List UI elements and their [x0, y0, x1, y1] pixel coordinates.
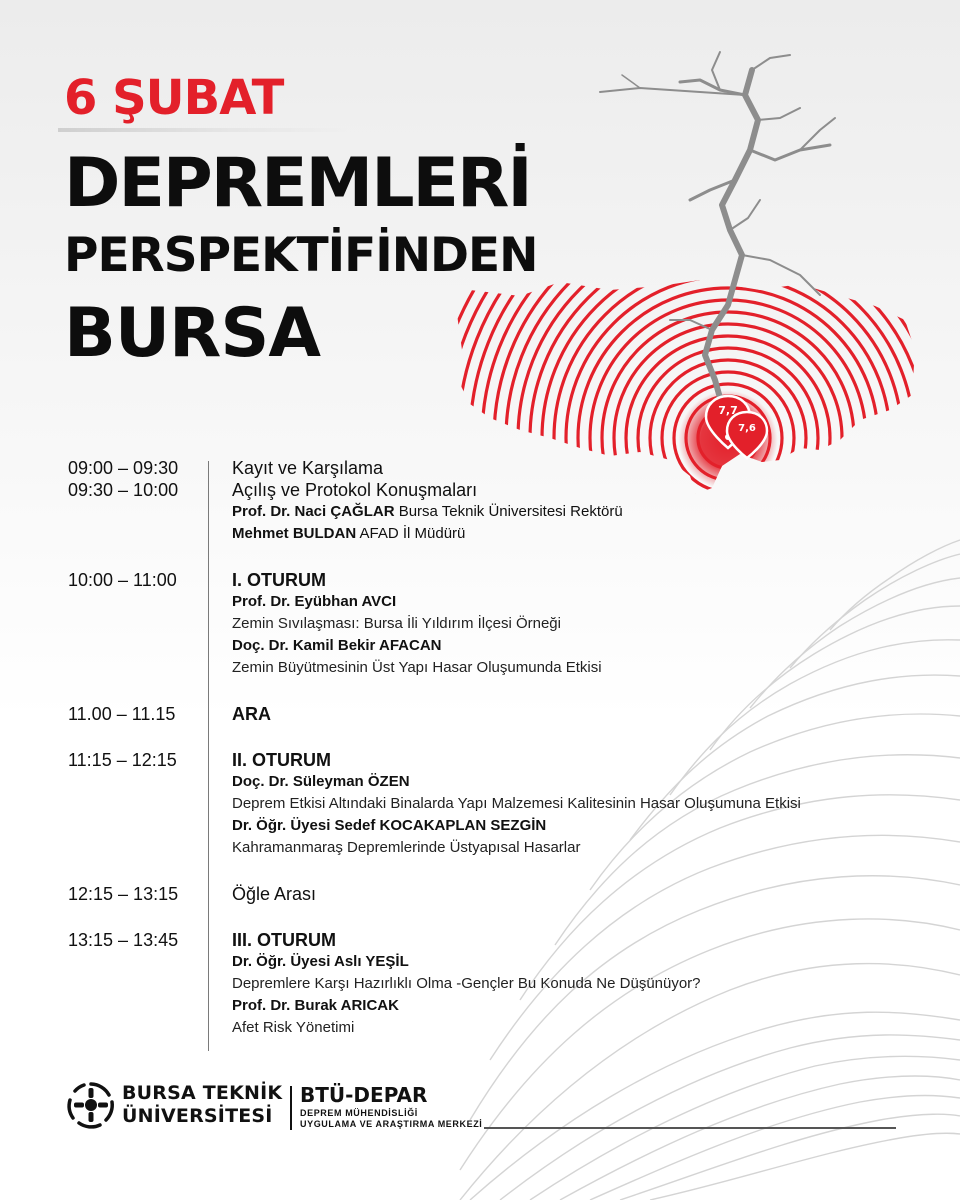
schedule-body	[232, 883, 316, 905]
talk-topic: Depremlere Karşı Hazırlıklı Olma -Gençler Bu Konuda Ne Düşünüyor?	[232, 975, 701, 992]
title-line-3: BURSA	[64, 294, 321, 373]
title-line-1: DEPREMLERİ	[64, 144, 531, 223]
heading-underline	[58, 128, 348, 132]
schedule-item: Kayıt ve Karşılama	[232, 458, 384, 478]
schedule-row	[68, 883, 928, 905]
schedule-row	[68, 749, 928, 859]
schedule-body	[232, 569, 602, 679]
speaker-line	[232, 815, 801, 837]
footer-rule	[484, 1127, 896, 1129]
speaker-name: Dr. Öğr. Üyesi Sedef KOCAKAPLAN SEZGİN	[232, 817, 547, 834]
university-name: BURSA TEKNİK ÜNİVERSİTESİ	[122, 1082, 283, 1127]
schedule-body	[232, 749, 801, 859]
schedule-row	[68, 703, 928, 725]
session-title: I. OTURUM	[232, 570, 326, 590]
talk-topic: Deprem Etkisi Altındaki Binalarda Yapı Malzemesi Kalitesinin Hasar Oluşumuna Etkisi	[232, 795, 801, 812]
center-name: BTÜ-DEPAR	[300, 1083, 428, 1107]
speaker-line	[232, 951, 701, 973]
speaker-name: Prof. Dr. Naci ÇAĞLAR	[232, 503, 395, 520]
speaker-line	[232, 995, 701, 1017]
schedule-time: 10:00 – 11:00	[68, 570, 177, 590]
magnitude-label-7-6: 7,6	[738, 423, 756, 434]
session-title: III. OTURUM	[232, 930, 336, 950]
speaker-name: Prof. Dr. Burak ARICAK	[232, 997, 399, 1014]
schedule-body	[232, 929, 701, 1039]
schedule-body	[232, 479, 623, 545]
speaker-line	[232, 523, 623, 545]
schedule	[68, 457, 928, 1039]
schedule-item: Açılış ve Protokol Konuşmaları	[232, 480, 478, 500]
speaker-line	[232, 501, 623, 523]
date-heading: 6 ŞUBAT	[64, 70, 284, 126]
speaker-line	[232, 635, 602, 657]
speaker-role: Bursa Teknik Üniversitesi Rektörü	[398, 503, 623, 520]
schedule-item: Öğle Arası	[232, 884, 317, 904]
speaker-role: AFAD İl Müdürü	[359, 525, 466, 542]
footer-logos	[64, 1078, 504, 1134]
schedule-time: 11.00 – 11.15	[68, 704, 176, 724]
schedule-time: 12:15 – 13:15	[68, 884, 179, 904]
session-title: ARA	[232, 704, 271, 724]
schedule-row	[68, 569, 928, 679]
talk-topic: Afet Risk Yönetimi	[232, 1019, 355, 1036]
university-logo-icon	[64, 1078, 118, 1132]
schedule-time: 13:15 – 13:45	[68, 930, 179, 950]
schedule-time: 11:15 – 12:15	[68, 750, 177, 770]
title-line-2: PERSPEKTİFİNDEN	[64, 228, 538, 283]
schedule-body	[232, 457, 383, 479]
logo-separator	[290, 1086, 292, 1130]
talk-topic: Zemin Büyütmesinin Üst Yapı Hasar Oluşumunda Etkisi	[232, 659, 602, 676]
schedule-time: 09:30 – 10:00	[68, 480, 179, 500]
speaker-name: Mehmet BULDAN	[232, 525, 357, 542]
schedule-time: 09:00 – 09:30	[68, 458, 179, 478]
magnitude-label-7-7: 7,7	[718, 404, 738, 417]
talk-topic: Zemin Sıvılaşması: Bursa İli Yıldırım İlçesi Örneği	[232, 615, 561, 632]
schedule-row	[68, 929, 928, 1039]
talk-topic: Kahramanmaraş Depremlerinde Üstyapısal Hasarlar	[232, 839, 581, 856]
speaker-name: Doç. Dr. Süleyman ÖZEN	[232, 773, 410, 790]
schedule-body	[232, 703, 271, 725]
schedule-row	[68, 479, 928, 545]
speaker-line	[232, 771, 801, 793]
speaker-name: Dr. Öğr. Üyesi Aslı YEŞİL	[232, 953, 409, 970]
speaker-line	[232, 591, 602, 613]
speaker-name: Prof. Dr. Eyübhan AVCI	[232, 593, 397, 610]
speaker-name: Doç. Dr. Kamil Bekir AFACAN	[232, 637, 442, 654]
session-title: II. OTURUM	[232, 750, 331, 770]
center-subtitle: DEPREM MÜHENDİSLİĞİ UYGULAMA VE ARAŞTIRMA MERKEZİ	[300, 1108, 483, 1129]
schedule-row	[68, 457, 928, 479]
